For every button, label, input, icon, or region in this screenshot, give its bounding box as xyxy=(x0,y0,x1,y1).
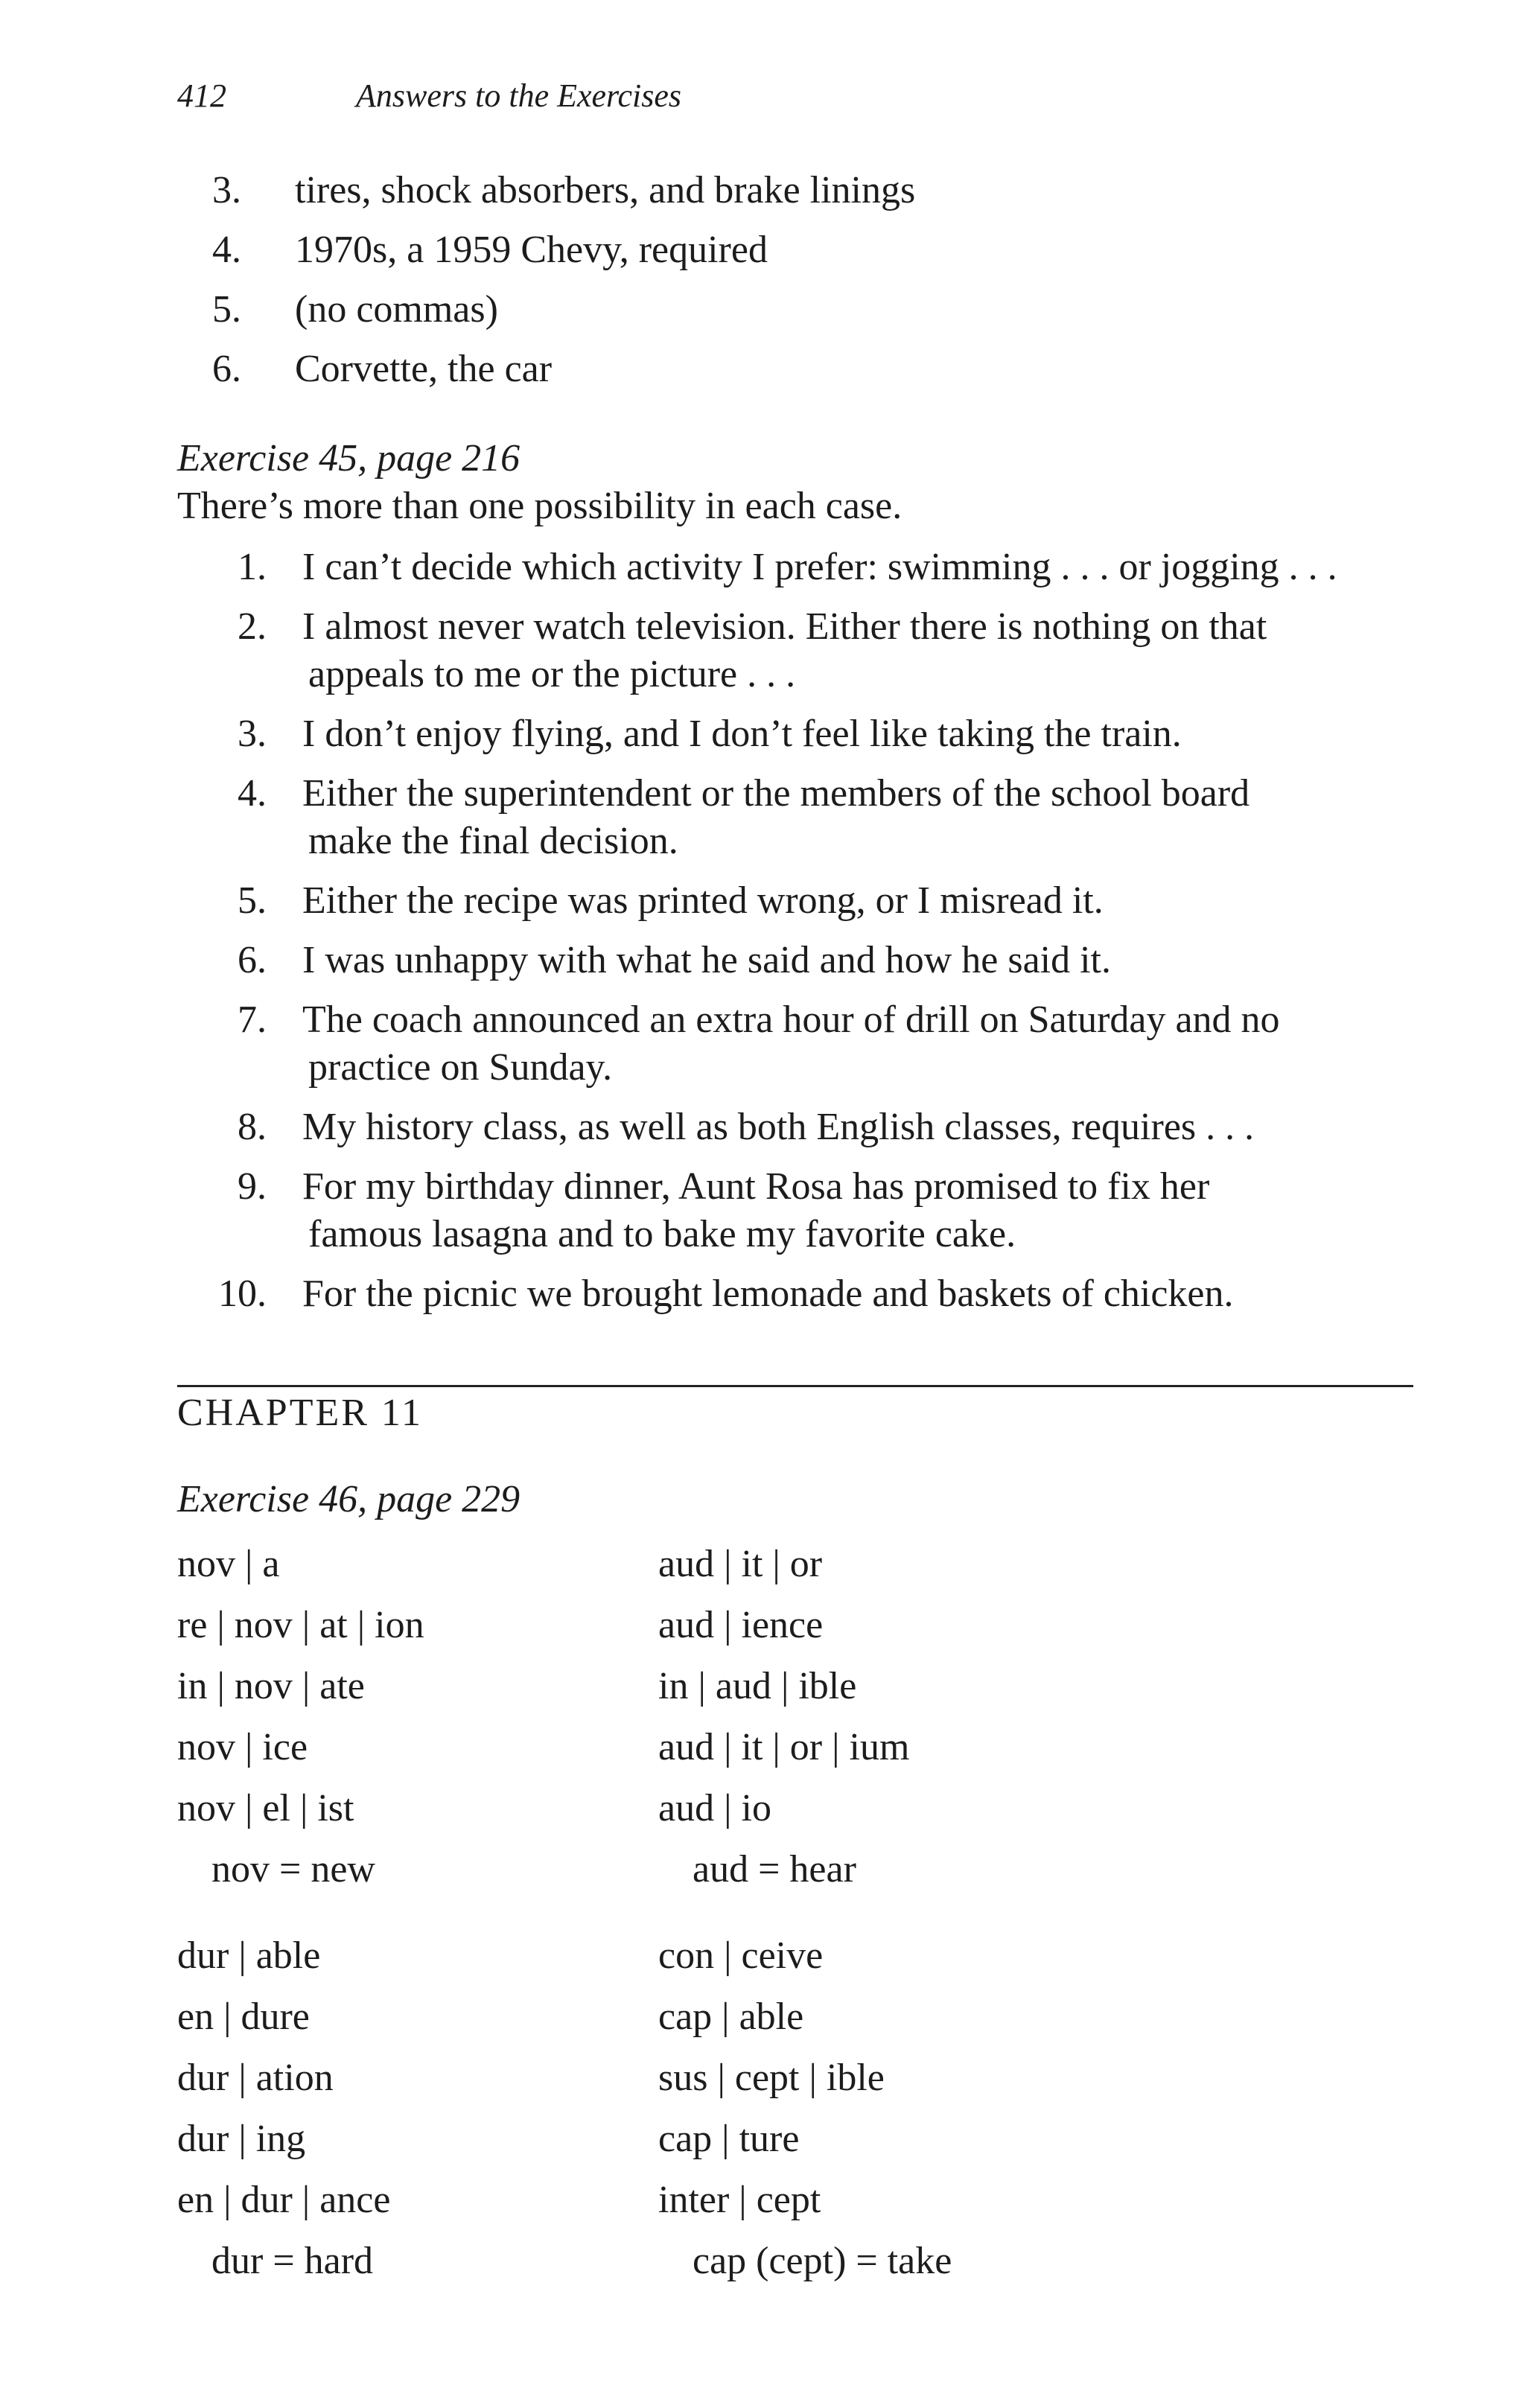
word-division: cap | ture xyxy=(658,2118,800,2160)
word-division: dur | ing xyxy=(177,2118,306,2160)
page-number: 412 xyxy=(177,77,226,114)
word-division: in | nov | ate xyxy=(177,1665,365,1707)
word-division: aud | ience xyxy=(658,1604,824,1646)
exercise-46-heading: Exercise 46, page 229 xyxy=(177,1478,520,1520)
list-item: 4. Either the superintendent or the members of the school board make the final decision. xyxy=(238,772,1250,862)
chapter-title: CHAPTER 11 xyxy=(177,1392,423,1434)
word-division: dur | able xyxy=(177,1934,321,1977)
list-item: 2. I almost never watch television. Either there is nothing on that appeals to me or the picture . . . xyxy=(238,605,1267,695)
word-division: nov | el | ist xyxy=(177,1787,354,1829)
list-item: 1. I can’t decide which activity I prefer: swimming . . . or jogging . . . xyxy=(238,546,1337,588)
word-division: con | ceive xyxy=(658,1934,824,1977)
list-item: 3. I don’t enjoy flying, and I don’t feel like taking the train. xyxy=(238,713,1182,755)
exercise-45-heading: Exercise 45, page 216 xyxy=(177,437,520,480)
root-definition: cap (cept) = take xyxy=(693,2240,952,2282)
word-division: in | aud | ible xyxy=(658,1665,857,1707)
list-item: 8. My history class, as well as both English classes, requires . . . xyxy=(238,1106,1255,1148)
root-definition: nov = new xyxy=(211,1848,375,1891)
exercise-45-note: There’s more than one possibility in each case. xyxy=(177,485,902,527)
word-division: cap | able xyxy=(658,1995,804,2038)
chapter-divider xyxy=(177,1385,1413,1387)
list-item: 10. For the picnic we brought lemonade and baskets of chicken. xyxy=(218,1273,1234,1315)
word-division: en | dure xyxy=(177,1995,310,2038)
root-definition: aud = hear xyxy=(693,1848,856,1891)
running-head xyxy=(177,77,681,115)
word-division: inter | cept xyxy=(658,2179,821,2221)
list-item: 7. The coach announced an extra hour of drill on Saturday and no practice on Sunday. xyxy=(238,998,1280,1089)
word-division: re | nov | at | ion xyxy=(177,1604,424,1646)
root-aud-group xyxy=(658,1534,909,1900)
list-item: 6. Corvette, the car xyxy=(212,348,553,390)
word-division: en | dur | ance xyxy=(177,2179,391,2221)
root-cap-group xyxy=(658,1926,952,2292)
word-division: aud | it | or xyxy=(658,1543,823,1585)
word-division: nov | ice xyxy=(177,1726,308,1768)
exercise45-answers xyxy=(177,544,1443,1330)
list-item: 5. Either the recipe was printed wrong, or I misread it. xyxy=(238,879,1104,922)
word-division: dur | ation xyxy=(177,2057,334,2099)
root-definition: dur = hard xyxy=(211,2240,374,2282)
list-item: 5. (no commas) xyxy=(212,288,498,331)
root-nov-group xyxy=(177,1534,424,1900)
list-item: 6. I was unhappy with what he said and how he said it. xyxy=(238,939,1112,981)
word-division: nov | a xyxy=(177,1543,280,1585)
running-title: Answers to the Exercises xyxy=(356,77,682,114)
list-item: 4. 1970s, a 1959 Chevy, required xyxy=(212,229,768,271)
list-item: 3. tires, shock absorbers, and brake linings xyxy=(212,169,916,211)
word-division: aud | it | or | ium xyxy=(658,1726,910,1768)
exercise44-answers xyxy=(177,167,1443,405)
word-division: aud | io xyxy=(658,1787,771,1829)
list-item: 9. For my birthday dinner, Aunt Rosa has promised to fix her famous lasagna and to bake my favorite cake. xyxy=(238,1165,1210,1255)
word-division: sus | cept | ible xyxy=(658,2057,885,2099)
root-dur-group xyxy=(177,1926,390,2292)
